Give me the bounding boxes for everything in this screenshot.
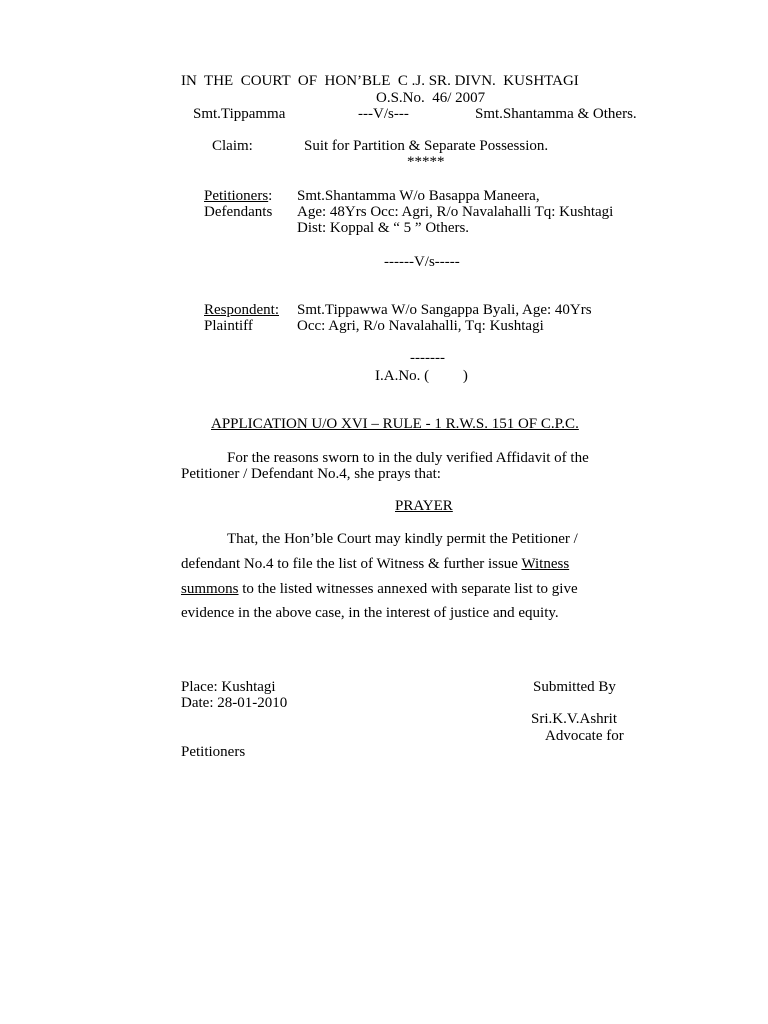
intro-line-2: Petitioner / Defendant No.4, she prays that: xyxy=(181,466,441,482)
prayer-line-2 xyxy=(181,556,677,573)
application-title: APPLICATION U/O XVI – RULE - 1 R.W.S. 151 OF C.P.C. xyxy=(211,416,579,432)
claim-text: Suit for Partition & Separate Possession. xyxy=(304,138,549,154)
advocate-name: Sri.K.V.Ashrit xyxy=(531,711,617,727)
case-number: O.S.No. 46/ 2007 xyxy=(376,90,486,106)
prayer-line-3-text: to the listed witnesses annexed with separate list to give xyxy=(242,581,578,597)
witness-word: Witness xyxy=(521,556,570,572)
petitioners-colon: : xyxy=(268,188,273,204)
prayer-line-2-text: defendant No.4 to file the list of Witness & further issue xyxy=(181,556,518,572)
vs-divider: ------V/s----- xyxy=(384,254,460,270)
petitioners-line-2: Age: 48Yrs Occ: Agri, R/o Navalahalli Tq: Kushtagi xyxy=(297,204,614,220)
petitioners-footer: Petitioners xyxy=(181,744,246,760)
summons-word: summons xyxy=(181,581,239,597)
defendants-name: Smt.Shantamma & Others. xyxy=(475,106,637,122)
claim-stars: ***** xyxy=(407,154,445,170)
plaintiff-label: Plaintiff xyxy=(204,318,253,334)
respondent-line-1: Smt.Tippawwa W/o Sangappa Byali, Age: 40Yrs xyxy=(297,302,592,318)
prayer-line-1: That, the Hon’ble Court may kindly permit the Petitioner / xyxy=(227,531,578,547)
petitioners-block-label xyxy=(204,188,272,205)
petitioners-line-1: Smt.Shantamma W/o Basappa Maneera, xyxy=(297,188,540,204)
submitted-by: Submitted By xyxy=(533,679,616,695)
prayer-line-4: evidence in the above case, in the interest of justice and equity. xyxy=(181,605,559,621)
prayer-line-3 xyxy=(181,581,677,598)
court-heading: IN THE COURT OF HON’BLE C .J. SR. DIVN. KUSHTAGI xyxy=(181,73,579,89)
plaintiff-name: Smt.Tippamma xyxy=(193,106,286,122)
ia-dashes: ------- xyxy=(410,350,445,366)
prayer-heading: PRAYER xyxy=(395,498,453,514)
defendants-label: Defendants xyxy=(204,204,273,220)
intro-line-1: For the reasons sworn to in the duly verified Affidavit of the xyxy=(227,450,589,466)
advocate-for: Advocate for xyxy=(545,728,624,744)
respondent-line-2: Occ: Agri, R/o Navalahalli, Tq: Kushtagi xyxy=(297,318,544,334)
versus-label: ---V/s--- xyxy=(358,106,409,122)
petitioners-label: Petitioners xyxy=(204,188,269,204)
place: Place: Kushtagi xyxy=(181,679,276,695)
petitioners-line-3: Dist: Koppal & “ 5 ” Others. xyxy=(297,220,470,236)
respondent-label: Respondent: xyxy=(204,302,279,318)
ia-number: I.A.No. ( ) xyxy=(375,368,468,384)
claim-label: Claim: xyxy=(212,138,253,154)
date: Date: 28-01-2010 xyxy=(181,695,288,711)
